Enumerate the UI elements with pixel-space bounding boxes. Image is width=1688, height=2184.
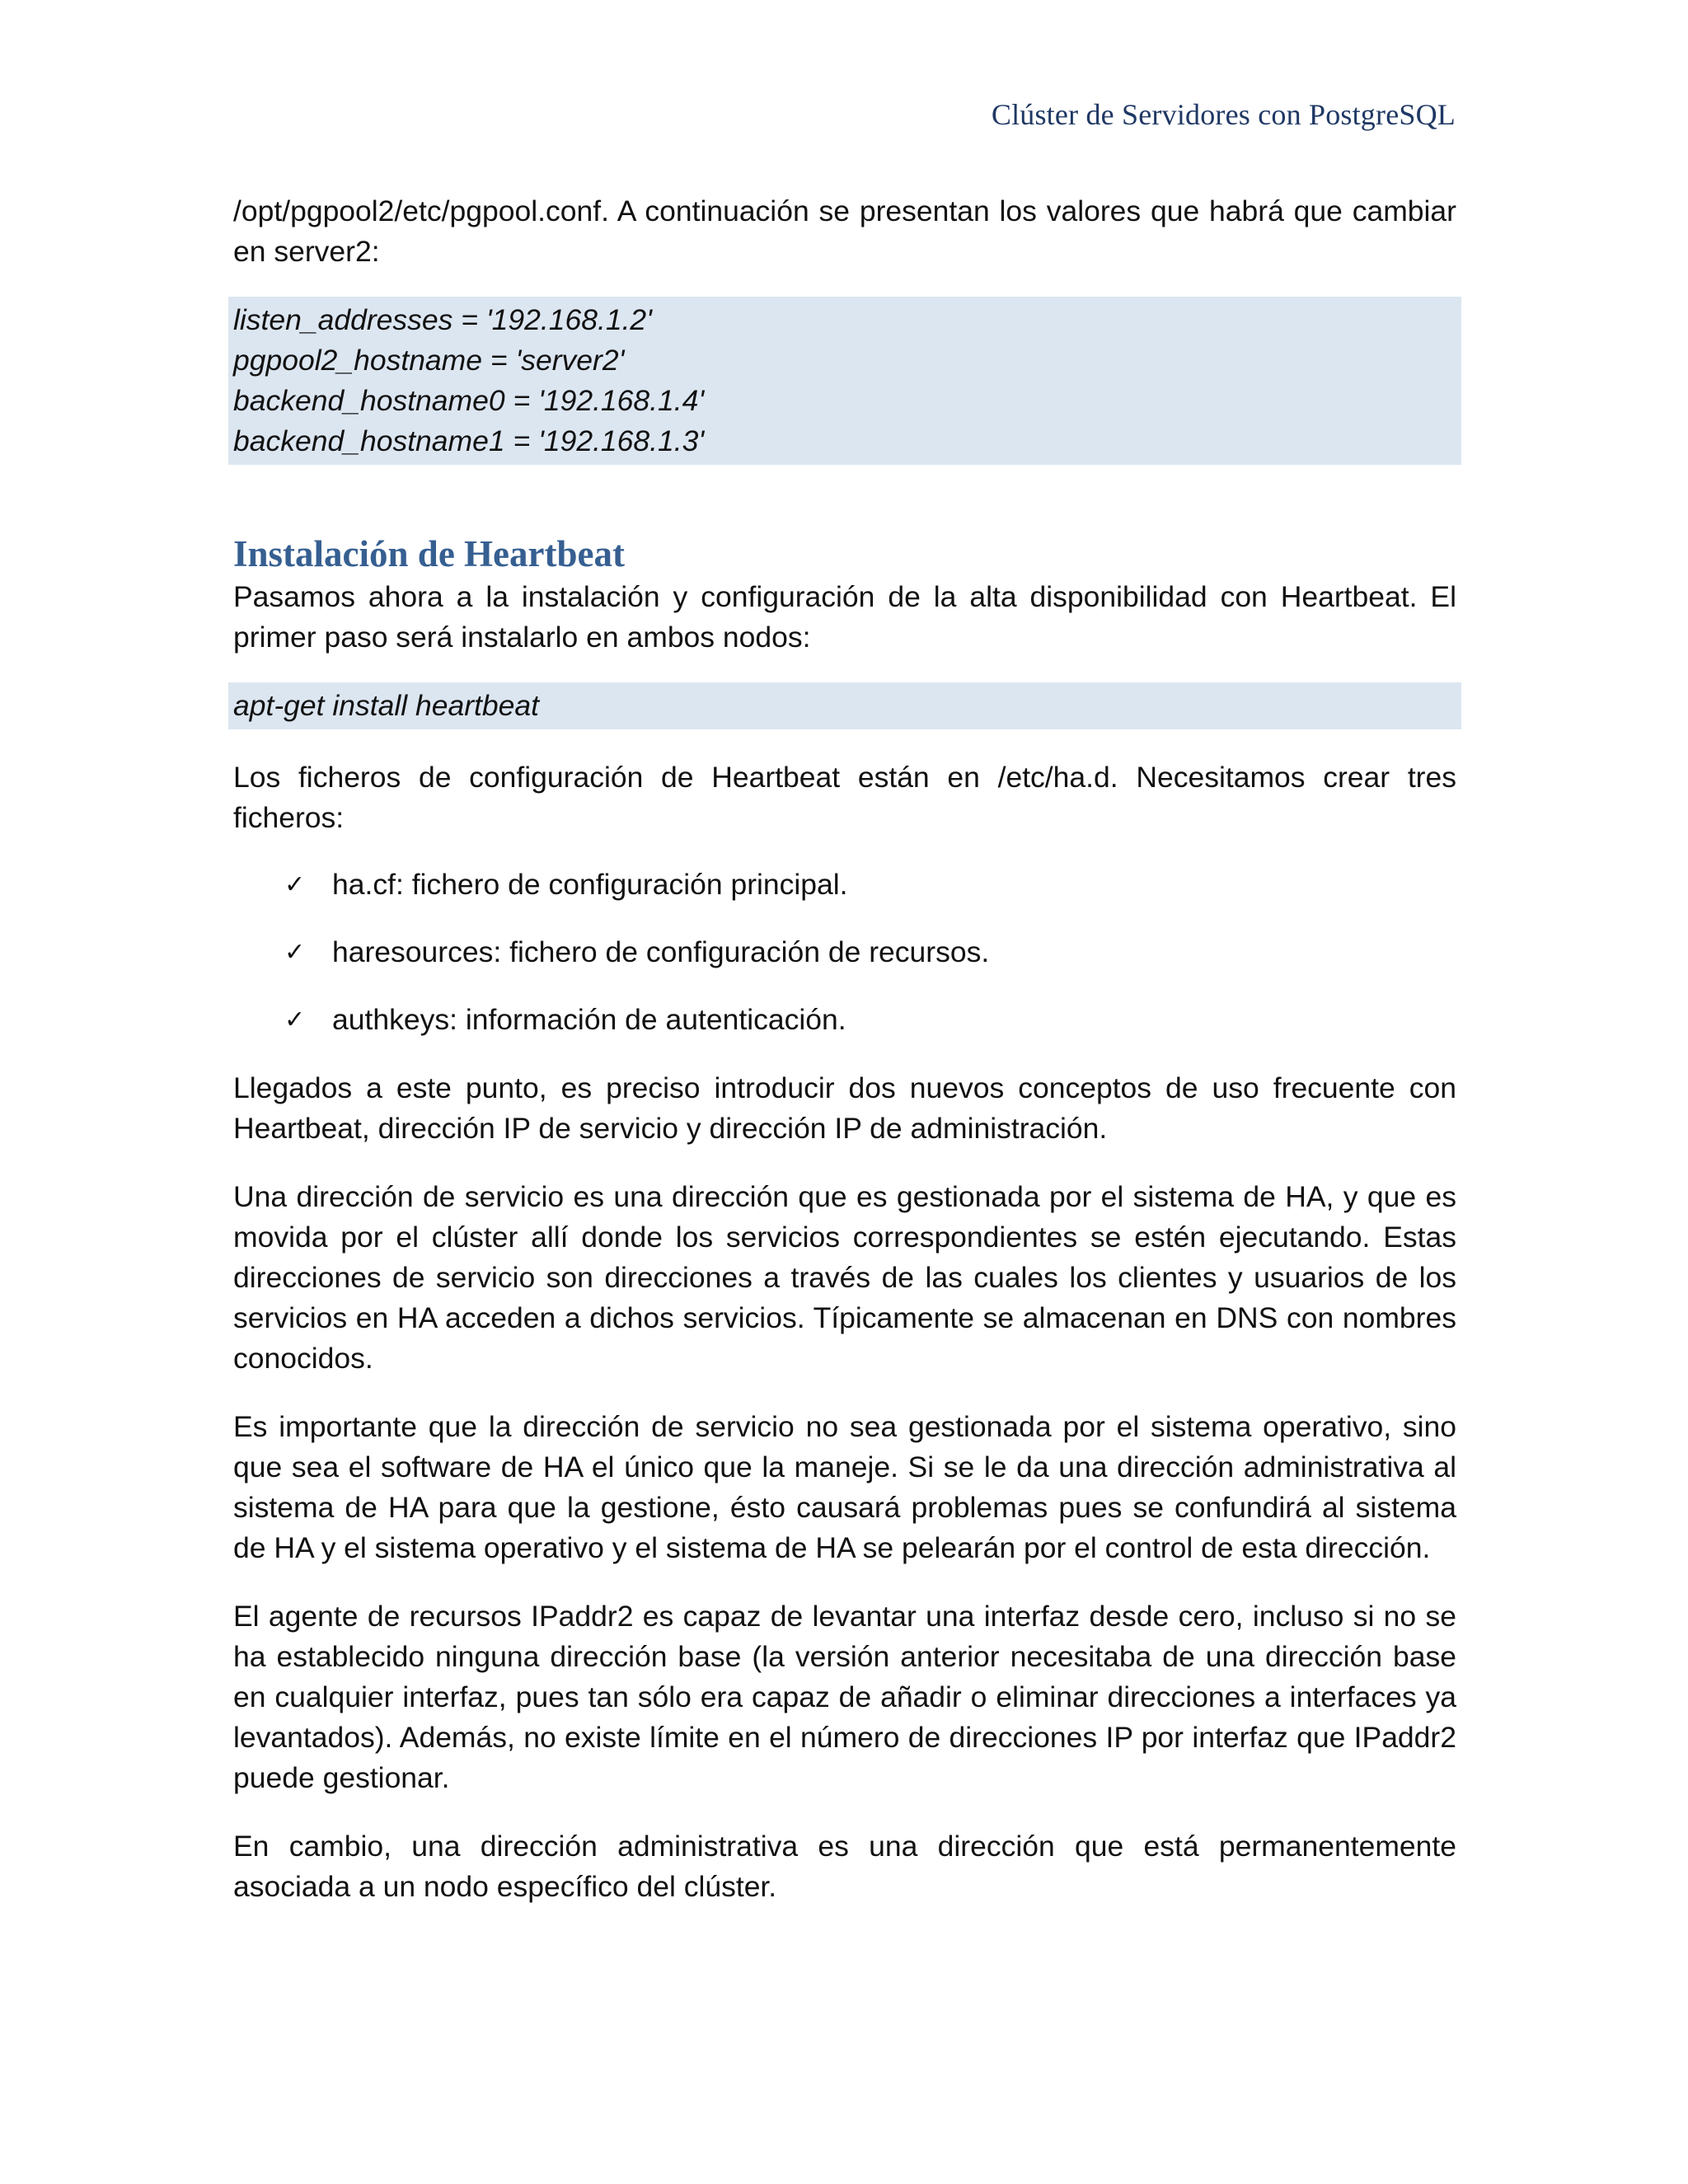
service-address-paragraph: Una dirección de servicio es una dirección que es gestionada por el sistema de HA, y que es movida por el clúster allí donde los servicios correspondientes se estén ejecutando. Estas direcciones de servicio son direcciones a través de las cuales los clientes y usuarios de los servicios en HA acceden a dichos servicios. Típicamente se almacenan en DNS con nombres conocidos. <box>233 1180 1456 1375</box>
list-item <box>233 1000 1456 1040</box>
checkmark-icon: ✓ <box>284 870 306 899</box>
install-command: apt-get install heartbeat <box>233 689 540 722</box>
install-command-block <box>228 682 1461 729</box>
intro-paragraph: /opt/pgpool2/etc/pgpool.conf. A continuación se presentan los valores que habrá que cambiar en server2: <box>233 194 1456 268</box>
heartbeat-intro-paragraph: Pasamos ahora a la instalación y configuración de la alta disponibilidad con Heartbeat. El primer paso será instalarlo en ambos nodos: <box>233 580 1456 654</box>
admin-address-paragraph: En cambio, una dirección administrativa es una dirección que está permanentemente asociada a un nodo específico del clúster. <box>233 1830 1456 1903</box>
concepts-paragraph: Llegados a este punto, es preciso introducir dos nuevos conceptos de uso frecuente con Heartbeat, dirección IP de servicio y dirección IP de administración. <box>233 1071 1456 1145</box>
list-item-text: ha.cf: fichero de configuración principal. <box>332 868 848 901</box>
list-item <box>233 932 1456 972</box>
config-code-block <box>228 297 1461 465</box>
list-item-text: haresources: fichero de configuración de recursos. <box>332 935 990 968</box>
checkmark-icon: ✓ <box>284 938 306 967</box>
config-line: backend_hostname0 = '192.168.1.4' <box>233 384 705 417</box>
list-item-text: authkeys: información de autenticación. <box>332 1003 846 1036</box>
page-header-title: Clúster de Servidores con PostgreSQL <box>991 98 1456 131</box>
config-line: listen_addresses = '192.168.1.2' <box>233 303 652 336</box>
config-line: pgpool2_hostname = 'server2' <box>233 344 625 377</box>
config-line: backend_hostname1 = '192.168.1.3' <box>233 424 705 457</box>
config-files-paragraph: Los ficheros de configuración de Heartbeat están en /etc/ha.d. Necesitamos crear tres ficheros: <box>233 761 1456 834</box>
section-heading: Instalación de Heartbeat <box>233 533 625 574</box>
config-files-list <box>233 865 1456 1040</box>
list-item <box>233 865 1456 905</box>
os-management-paragraph: Es importante que la dirección de servicio no sea gestionada por el sistema operativo, sino que sea el software de HA el único que la maneje. Si se le da una dirección administrativa al sistema de HA para que la gestione, ésto causará problemas pues se confundirá al sistema de HA y el sistema operativo y el sistema de HA se pelearán por el control de esta dirección. <box>233 1410 1456 1564</box>
document-body <box>233 191 1456 1935</box>
ipaddr2-paragraph: El agente de recursos IPaddr2 es capaz de levantar una interfaz desde cero, incluso si no se ha establecido ninguna dirección base (la versión anterior necesitaba de una dirección base en cualquier interfaz, pues tan sólo era capaz de añadir o eliminar direcciones a interfaces ya levantados). Además, no existe límite en el número de direcciones IP por interfaz que IPaddr2 puede gestionar. <box>233 1600 1456 1794</box>
checkmark-icon: ✓ <box>284 1005 306 1034</box>
